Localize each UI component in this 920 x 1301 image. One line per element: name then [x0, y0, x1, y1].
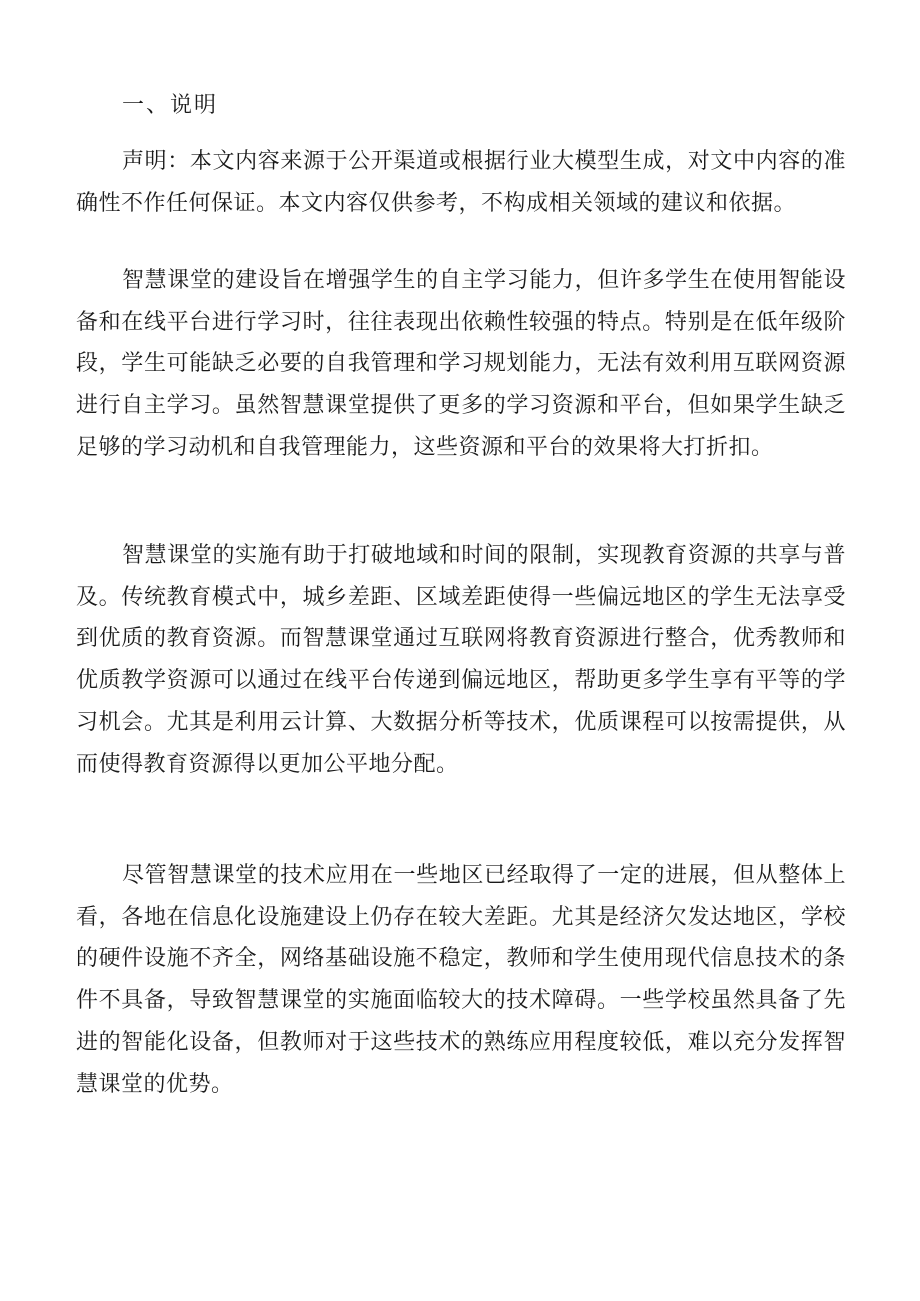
section-heading: 一、说明	[122, 93, 219, 118]
paragraph-self-learning: 智慧课堂的建设旨在增强学生的自主学习能力，但许多学生在使用智能设备和在线平台进行学习时，往往表现出依赖性较强的特点。特别是在低年级阶段，学生可能缺乏必要的自我管理和学习规划能力，无法有效利用互联网资源进行自主学习。虽然智慧课堂提供了更多的学习资源和平台，但如果学生缺乏足够的学习动机和自我管理能力，这些资源和平台的效果将大打折扣。	[76, 268, 846, 460]
paragraph-infrastructure-gap: 尽管智慧课堂的技术应用在一些地区已经取得了一定的进展，但从整体上看，各地在信息化设施建设上仍存在较大差距。尤其是经济欠发达地区，学校的硬件设施不齐全，网络基础设施不稳定，教师和学生使用现代信息技术的条件不具备，导致智慧课堂的实施面临较大的技术障碍。一些学校虽然具备了先进的智能化设备，但教师对于这些技术的熟练应用程度较低，难以充分发挥智慧课堂的优势。	[76, 863, 846, 1097]
paragraph-disclaimer: 声明：本文内容来源于公开渠道或根据行业大模型生成，对文中内容的准确性不作任何保证。本文内容仅供参考，不构成相关领域的建议和依据。	[76, 149, 846, 216]
paragraph-resource-sharing: 智慧课堂的实施有助于打破地域和时间的限制，实现教育资源的共享与普及。传统教育模式中，城乡差距、区域差距使得一些偏远地区的学生无法享受到优质的教育资源。而智慧课堂通过互联网将教育资源进行整合，优秀教师和优质教学资源可以通过在线平台传递到偏远地区，帮助更多学生享有平等的学习机会。尤其是利用云计算、大数据分析等技术，优质课程可以按需提供，从而使得教育资源得以更加公平地分配。	[76, 543, 846, 777]
